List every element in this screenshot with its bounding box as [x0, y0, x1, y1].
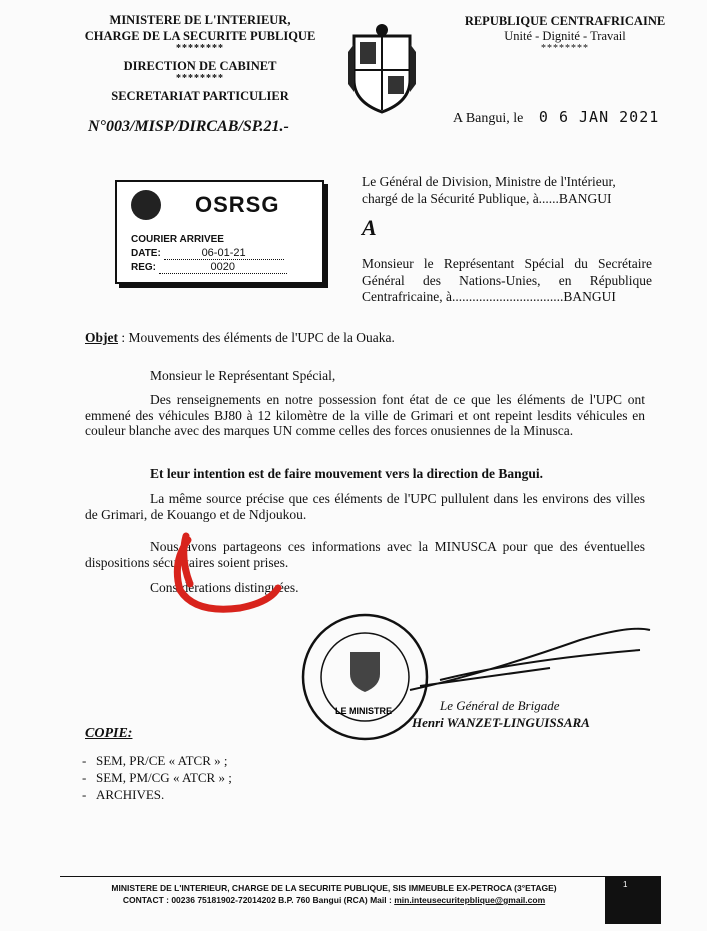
footer-address: MINISTERE DE L'INTERIEUR, CHARGE DE LA SECURITE PUBLIQUE, SIS IMMEUBLE EX-PETROCA (3°ETAGE)	[111, 883, 557, 893]
page-number: 1	[623, 880, 628, 889]
stamp-date-row	[131, 247, 284, 260]
paragraph-4: Nous avons partageons ces informations avec la MINUSCA pour que des éventuelles dispositions sécuritaires soient prises.	[85, 539, 645, 570]
un-emblem-icon	[131, 190, 161, 220]
copy-list	[82, 752, 232, 803]
country-name: REPUBLIQUE CENTRAFRICAINE	[464, 14, 666, 28]
stamp-date-value: 06-01-21	[164, 247, 284, 260]
stamp-courier: COURIER ARRIVEE	[131, 234, 224, 245]
reference-number: N°003/MISP/DIRCAB/SP.21.-	[88, 118, 289, 135]
coat-of-arms-icon	[346, 22, 418, 114]
to-marker: A	[362, 215, 377, 240]
ministry-line-1: MINISTERE DE L'INTERIEUR,	[109, 13, 291, 27]
republic-header	[455, 14, 675, 54]
secretariat-label: SECRETARIAT PARTICULIER	[111, 89, 289, 103]
footer	[60, 876, 608, 906]
footer-contact-text: CONTACT : 00236 75181902-72014202 B.P. 760 Bangui (RCA) Mail :	[122, 895, 392, 905]
copy-heading: COPIE:	[85, 726, 133, 741]
page-number-box	[605, 876, 661, 924]
stamp-reg-value: 0020	[159, 261, 287, 274]
ministry-line-2: CHARGE DE LA SECURITE PUBLIQUE	[84, 29, 316, 43]
signatory-title: Le Général de Brigade	[440, 698, 560, 713]
subject-text: : Mouvements des éléments de l'UPC de la Ouaka.	[121, 330, 395, 345]
subject-label: Objet	[85, 330, 118, 345]
dircab-label: DIRECTION DE CABINET	[123, 59, 277, 73]
footer-email-link[interactable]: min.inteusecuritepblique@gmail.com	[394, 895, 546, 905]
date-stamp: 0 6 JAN 2021	[538, 108, 660, 126]
subject-line	[85, 330, 645, 346]
stars-divider: ********	[541, 43, 589, 54]
copy-item: - SEM, PR/CE « ATCR » ;	[82, 752, 232, 769]
stamp-reg-label: REG:	[131, 262, 156, 273]
received-stamp	[115, 180, 324, 284]
ministry-header	[50, 12, 350, 104]
national-motto: Unité - Dignité - Travail	[504, 29, 626, 43]
place-date-label: A Bangui, le	[453, 111, 524, 126]
stars-divider: ********	[176, 43, 224, 54]
signature-scribble	[400, 620, 660, 700]
copy-item: - ARCHIVES.	[82, 786, 232, 803]
stamp-date-label: DATE:	[131, 248, 161, 259]
sender-block: Le Général de Division, Ministre de l'Intérieur, chargé de la Sécurité Publique, à......BANGUI	[362, 174, 616, 206]
copy-item: - SEM, PM/CG « ATCR » ;	[82, 769, 232, 786]
red-circle-annotation	[150, 522, 290, 617]
stars-divider: ********	[176, 73, 224, 84]
seal-center-text: LE MINISTRE	[335, 706, 393, 716]
salutation: Monsieur le Représentant Spécial,	[150, 368, 336, 383]
footer-contact	[60, 894, 608, 906]
recipient-block: Monsieur le Représentant Spécial du Secrétaire Général des Nations-Unies, en République Centrafricaine, à.................................BANGUI	[362, 256, 652, 304]
stamp-reg-row	[131, 261, 287, 274]
paragraph-3: La même source précise que ces éléments de l'UPC pullulent dans les environs des villes de Grimari, de Kouango et de Ndjoukou.	[85, 491, 645, 522]
place-date	[453, 108, 659, 127]
signatory-name: Henri WANZET-LINGUISSARA	[412, 715, 590, 730]
closing-line: Considérations distinguées.	[150, 580, 299, 595]
paragraph-2: Et leur intention est de faire mouvement vers la direction de Bangui.	[150, 466, 543, 481]
paragraph-1: Des renseignements en notre possession font état de ce que les éléments de l'UPC ont emmené des véhicules BJ80 à 12 kilomètre de la ville de Grimari et ont repeint lesdits véhicules en couleur blanche avec des marques UN comme celles des forces onusiennes de la Minusca.	[85, 392, 645, 438]
stamp-title: OSRSG	[195, 192, 280, 217]
